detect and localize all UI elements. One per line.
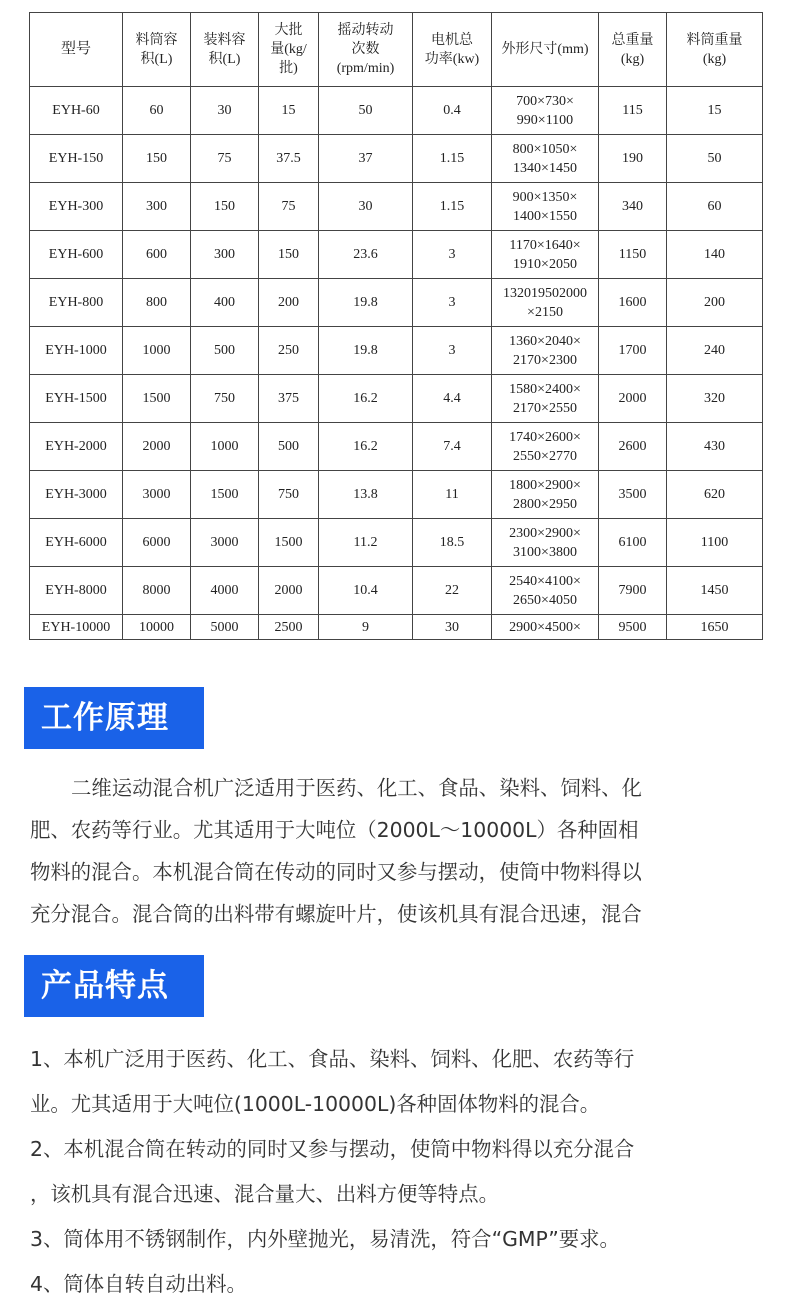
header-batch-size: 大批 量(kg/ 批) [259, 13, 319, 87]
cell-model: EYH-600 [30, 231, 123, 279]
cell-total-weight: 1150 [599, 231, 667, 279]
cell-load-volume: 1500 [191, 471, 259, 519]
table-body [30, 87, 763, 640]
cell-load-volume: 3000 [191, 519, 259, 567]
cell-motor-power: 1.15 [413, 135, 492, 183]
section-title-features: 产品特点 [24, 955, 204, 1017]
table-row [30, 279, 763, 327]
cell-load-volume: 1000 [191, 423, 259, 471]
cell-batch-size: 750 [259, 471, 319, 519]
table-row [30, 135, 763, 183]
cell-model: EYH-150 [30, 135, 123, 183]
cell-drum-weight: 1100 [667, 519, 763, 567]
cell-batch-size: 200 [259, 279, 319, 327]
cell-motor-power: 4.4 [413, 375, 492, 423]
cell-total-weight: 6100 [599, 519, 667, 567]
cell-dimensions: 2300×2900× 3100×3800 [492, 519, 599, 567]
cell-load-volume: 500 [191, 327, 259, 375]
cell-dimensions: 1580×2400× 2170×2550 [492, 375, 599, 423]
cell-model: EYH-800 [30, 279, 123, 327]
cell-motor-power: 18.5 [413, 519, 492, 567]
cell-drum-volume: 600 [123, 231, 191, 279]
cell-swing-speed: 23.6 [319, 231, 413, 279]
feature-line: 业。尤其适用于大吨位(1000L-10000L)各种固体物料的混合。 [30, 1092, 601, 1116]
cell-total-weight: 115 [599, 87, 667, 135]
cell-drum-volume: 300 [123, 183, 191, 231]
header-motor-power: 电机总 功率(kw) [413, 13, 492, 87]
cell-motor-power: 3 [413, 279, 492, 327]
header-load-volume: 装料容 积(L) [191, 13, 259, 87]
cell-load-volume: 75 [191, 135, 259, 183]
cell-drum-volume: 6000 [123, 519, 191, 567]
header-dimensions: 外形尺寸(mm) [492, 13, 599, 87]
cell-batch-size: 250 [259, 327, 319, 375]
cell-drum-weight: 430 [667, 423, 763, 471]
cell-swing-speed: 19.8 [319, 279, 413, 327]
cell-batch-size: 1500 [259, 519, 319, 567]
cell-dimensions: 132019502000 ×2150 [492, 279, 599, 327]
header-total-weight: 总重量 (kg) [599, 13, 667, 87]
principle-line: 二维运动混合机广泛适用于医药、化工、食品、染料、饲料、化 [71, 776, 642, 800]
cell-swing-speed: 13.8 [319, 471, 413, 519]
cell-batch-size: 500 [259, 423, 319, 471]
cell-motor-power: 30 [413, 615, 492, 640]
feature-line: 2、本机混合筒在转动的同时又参与摆动，使筒中物料得以充分混合 [30, 1137, 635, 1161]
cell-load-volume: 4000 [191, 567, 259, 615]
principle-line: 物料的混合。本机混合筒在传动的同时又参与摆动，使筒中物料得以 [30, 860, 642, 884]
cell-total-weight: 340 [599, 183, 667, 231]
spec-table [29, 12, 763, 640]
cell-load-volume: 150 [191, 183, 259, 231]
table-row [30, 615, 763, 640]
cell-motor-power: 3 [413, 327, 492, 375]
principle-paragraph [30, 767, 760, 935]
cell-drum-weight: 240 [667, 327, 763, 375]
header-drum-weight: 料筒重量 (kg) [667, 13, 763, 87]
cell-dimensions: 1360×2040× 2170×2300 [492, 327, 599, 375]
cell-total-weight: 1700 [599, 327, 667, 375]
cell-total-weight: 1600 [599, 279, 667, 327]
table-row [30, 519, 763, 567]
cell-batch-size: 2000 [259, 567, 319, 615]
table-row [30, 231, 763, 279]
cell-drum-weight: 50 [667, 135, 763, 183]
cell-swing-speed: 16.2 [319, 423, 413, 471]
cell-drum-weight: 200 [667, 279, 763, 327]
cell-dimensions: 1740×2600× 2550×2770 [492, 423, 599, 471]
cell-motor-power: 1.15 [413, 183, 492, 231]
cell-drum-volume: 800 [123, 279, 191, 327]
cell-swing-speed: 50 [319, 87, 413, 135]
feature-line: 1、本机广泛用于医药、化工、食品、染料、饲料、化肥、农药等行 [30, 1047, 635, 1071]
cell-motor-power: 11 [413, 471, 492, 519]
cell-drum-volume: 3000 [123, 471, 191, 519]
cell-swing-speed: 37 [319, 135, 413, 183]
cell-model: EYH-60 [30, 87, 123, 135]
cell-load-volume: 5000 [191, 615, 259, 640]
cell-batch-size: 15 [259, 87, 319, 135]
cell-batch-size: 75 [259, 183, 319, 231]
cell-model: EYH-300 [30, 183, 123, 231]
cell-motor-power: 7.4 [413, 423, 492, 471]
cell-load-volume: 400 [191, 279, 259, 327]
cell-dimensions: 1170×1640× 1910×2050 [492, 231, 599, 279]
table-row [30, 87, 763, 135]
cell-swing-speed: 11.2 [319, 519, 413, 567]
cell-dimensions: 800×1050× 1340×1450 [492, 135, 599, 183]
cell-drum-volume: 10000 [123, 615, 191, 640]
table-row [30, 423, 763, 471]
feature-line: 4、筒体自转自动出料。 [30, 1272, 247, 1296]
cell-swing-speed: 9 [319, 615, 413, 640]
cell-total-weight: 3500 [599, 471, 667, 519]
cell-load-volume: 30 [191, 87, 259, 135]
cell-total-weight: 2600 [599, 423, 667, 471]
features-list [30, 1037, 760, 1307]
cell-motor-power: 0.4 [413, 87, 492, 135]
cell-model: EYH-6000 [30, 519, 123, 567]
cell-load-volume: 750 [191, 375, 259, 423]
header-drum-volume: 料筒容 积(L) [123, 13, 191, 87]
table-row [30, 567, 763, 615]
cell-drum-weight: 15 [667, 87, 763, 135]
cell-drum-volume: 8000 [123, 567, 191, 615]
principle-line: 充分混合。混合筒的出料带有螺旋叶片，使该机具有混合迅速，混合 [30, 902, 642, 926]
cell-drum-volume: 1500 [123, 375, 191, 423]
cell-dimensions: 2900×4500× [492, 615, 599, 640]
cell-dimensions: 2540×4100× 2650×4050 [492, 567, 599, 615]
cell-total-weight: 190 [599, 135, 667, 183]
header-model: 型号 [30, 13, 123, 87]
section-title-principle: 工作原理 [24, 687, 204, 749]
cell-dimensions: 700×730× 990×1100 [492, 87, 599, 135]
cell-drum-weight: 140 [667, 231, 763, 279]
cell-dimensions: 900×1350× 1400×1550 [492, 183, 599, 231]
table-row [30, 375, 763, 423]
table-header-row [30, 13, 763, 87]
cell-total-weight: 7900 [599, 567, 667, 615]
table-row [30, 327, 763, 375]
cell-motor-power: 3 [413, 231, 492, 279]
cell-model: EYH-2000 [30, 423, 123, 471]
cell-swing-speed: 19.8 [319, 327, 413, 375]
cell-swing-speed: 16.2 [319, 375, 413, 423]
feature-line: ，该机具有混合迅速、混合量大、出料方便等特点。 [30, 1182, 499, 1206]
cell-drum-weight: 60 [667, 183, 763, 231]
principle-line: 肥、农药等行业。尤其适用于大吨位（2000L～10000L）各种固相 [30, 818, 639, 842]
cell-model: EYH-10000 [30, 615, 123, 640]
cell-drum-weight: 320 [667, 375, 763, 423]
cell-batch-size: 2500 [259, 615, 319, 640]
cell-model: EYH-1500 [30, 375, 123, 423]
table-row [30, 183, 763, 231]
cell-batch-size: 37.5 [259, 135, 319, 183]
cell-swing-speed: 30 [319, 183, 413, 231]
cell-batch-size: 375 [259, 375, 319, 423]
cell-drum-weight: 620 [667, 471, 763, 519]
cell-drum-volume: 150 [123, 135, 191, 183]
feature-line: 3、筒体用不锈钢制作，内外壁抛光，易清洗，符合“GMP”要求。 [30, 1227, 620, 1251]
cell-model: EYH-1000 [30, 327, 123, 375]
cell-model: EYH-3000 [30, 471, 123, 519]
cell-drum-weight: 1650 [667, 615, 763, 640]
cell-total-weight: 9500 [599, 615, 667, 640]
header-swing-speed: 摇动转动 次数 (rpm/min) [319, 13, 413, 87]
table-row [30, 471, 763, 519]
cell-drum-weight: 1450 [667, 567, 763, 615]
cell-motor-power: 22 [413, 567, 492, 615]
cell-drum-volume: 2000 [123, 423, 191, 471]
cell-dimensions: 1800×2900× 2800×2950 [492, 471, 599, 519]
cell-total-weight: 2000 [599, 375, 667, 423]
cell-batch-size: 150 [259, 231, 319, 279]
cell-drum-volume: 60 [123, 87, 191, 135]
cell-swing-speed: 10.4 [319, 567, 413, 615]
cell-drum-volume: 1000 [123, 327, 191, 375]
cell-load-volume: 300 [191, 231, 259, 279]
cell-model: EYH-8000 [30, 567, 123, 615]
